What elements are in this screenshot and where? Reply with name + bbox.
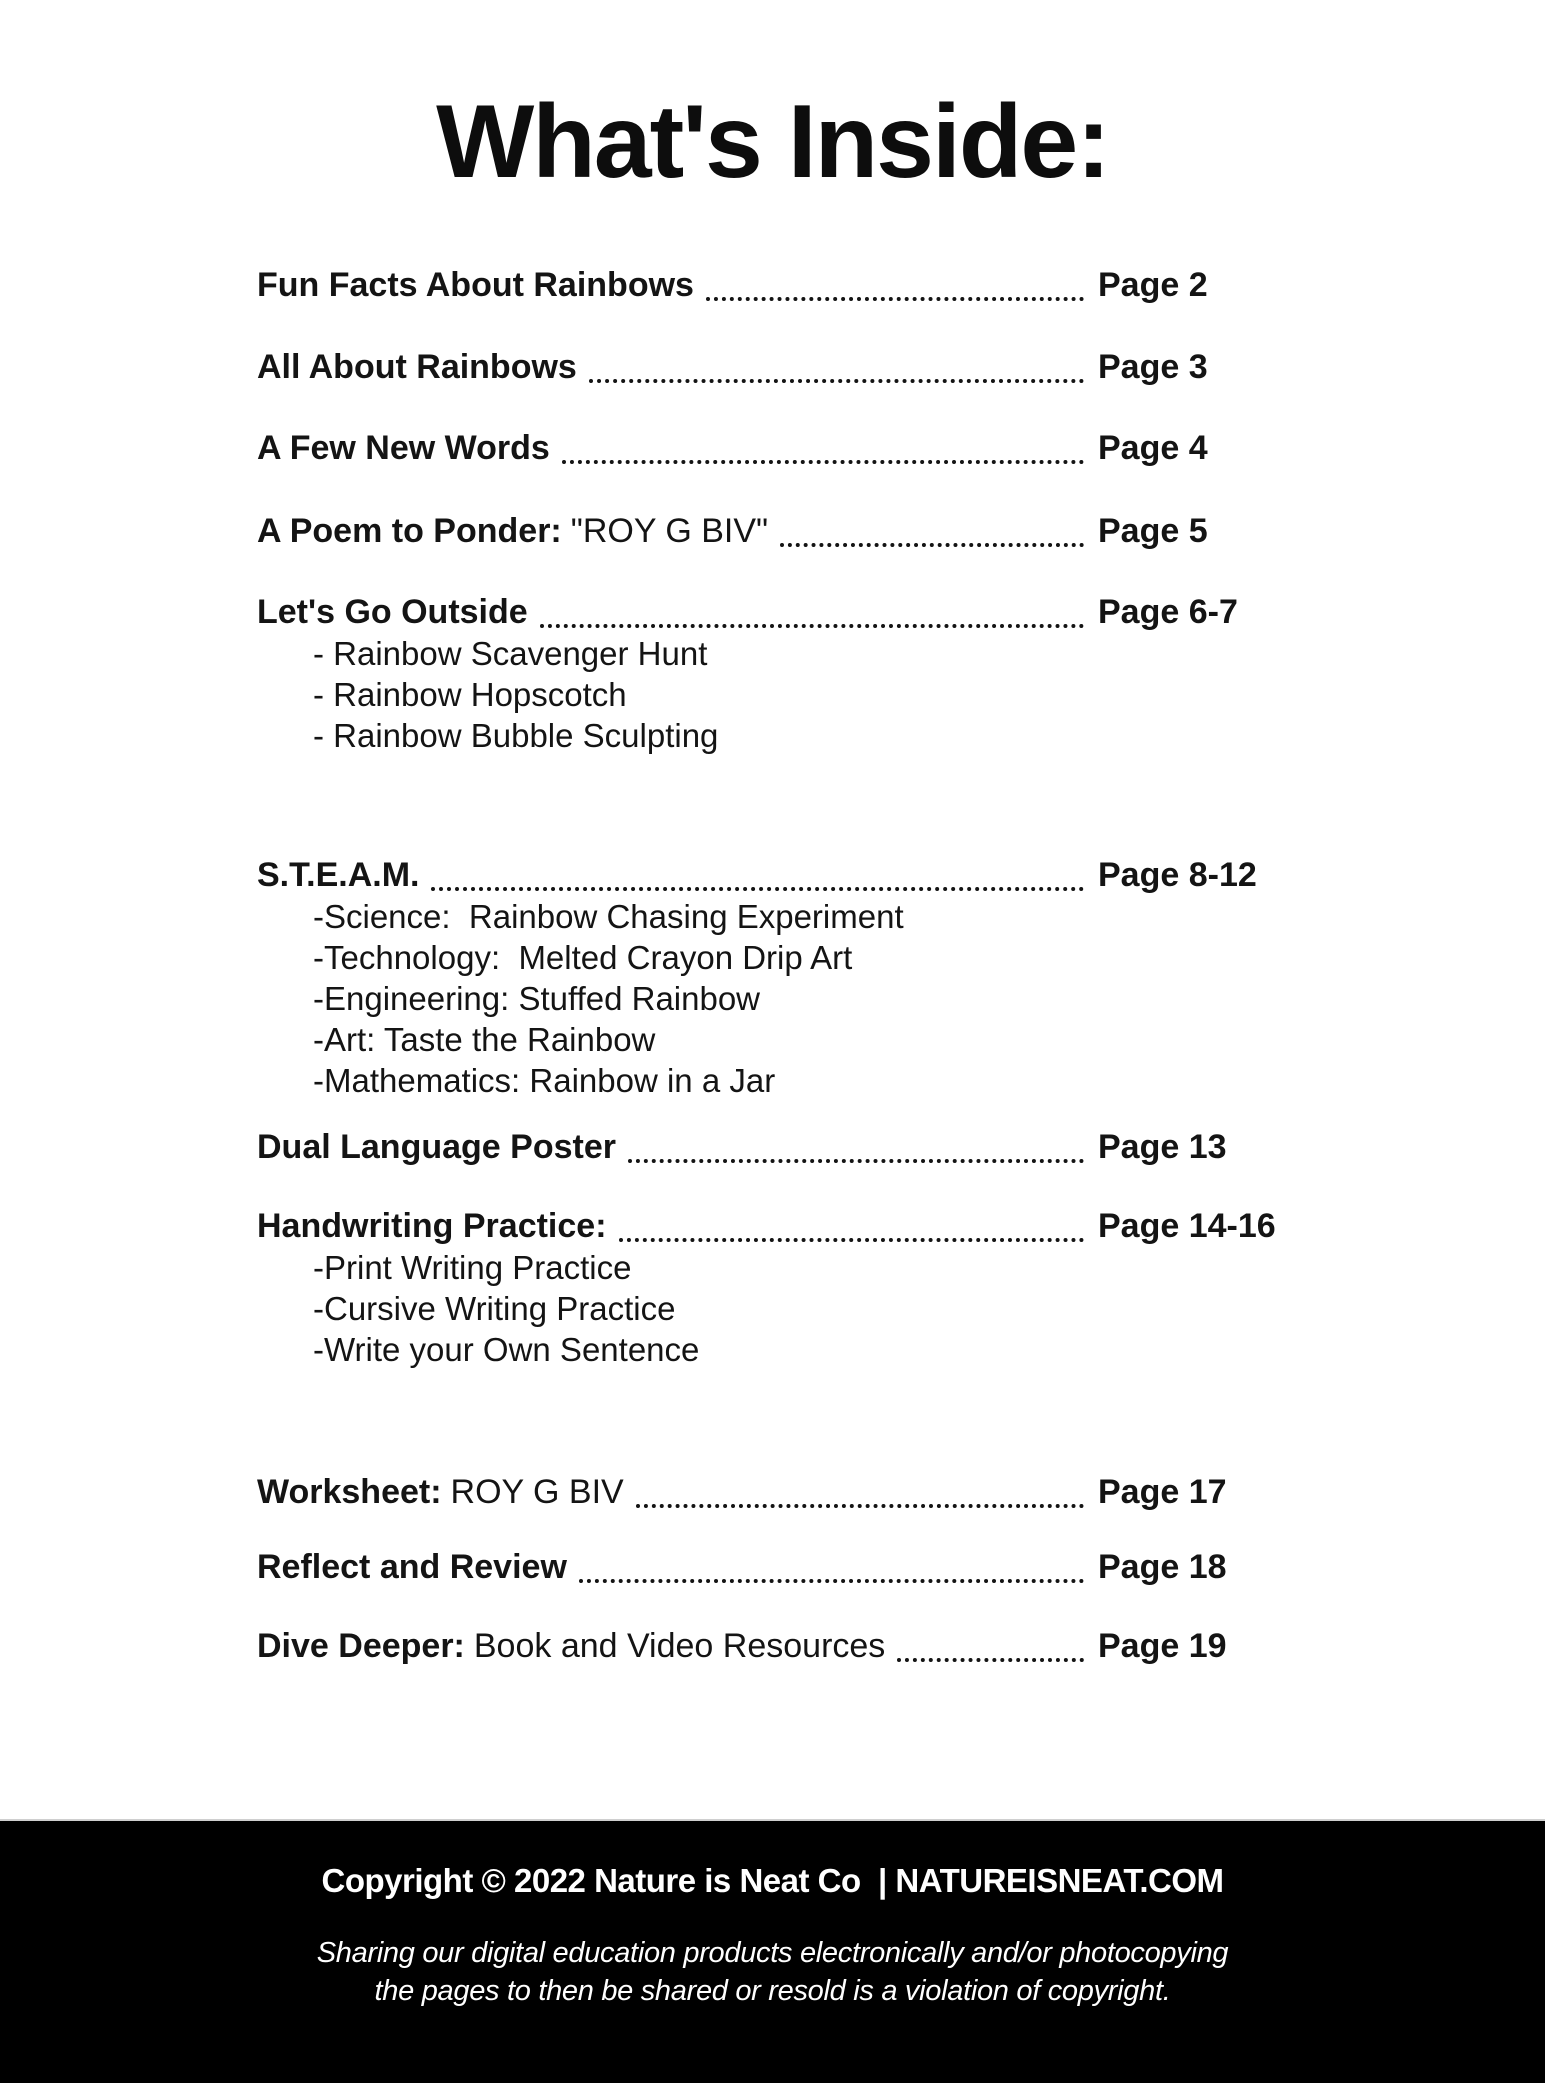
dot-leader [636,1471,1084,1508]
toc-page-number: Page 2 [1098,266,1208,304]
toc-entry-row [257,854,1260,896]
toc-entry-label [257,1471,624,1513]
toc-entry [257,1205,1276,1370]
toc-entry-row [257,346,1260,388]
toc-entry [257,1126,1260,1168]
toc-page-number: Page 13 [1098,1128,1227,1166]
toc-entry-label [257,264,694,306]
toc-subitem: - Rainbow Bubble Sculpting [313,717,719,754]
toc-entry-label [257,854,419,896]
toc-page-number: Page 19 [1098,1627,1227,1665]
toc-page-number: Page 4 [1098,429,1208,467]
dot-leader [579,1546,1084,1583]
dot-leader [619,1205,1084,1242]
toc-entry-row [257,591,1260,633]
toc-entry-label [257,510,768,552]
toc-subitem: - Rainbow Hopscotch [313,676,627,713]
dot-leader [780,510,1084,547]
toc-entry-label-bold: All About Rainbows [257,348,577,386]
toc-entry-row [257,1205,1276,1247]
toc-page-number: Page 8-12 [1098,856,1257,894]
dot-leader [706,264,1084,301]
toc-entry-label [257,346,577,388]
toc-page-number: Page 5 [1098,512,1208,550]
toc-subitems [257,896,1260,1101]
toc-entry [257,427,1260,469]
sharing-notice-line-2: the pages to then be shared or resold is a violation of copyright. [374,1975,1171,2007]
toc-entry [257,510,1260,552]
toc-entry [257,1471,1260,1513]
toc-entry-row [257,510,1260,552]
toc-entry-label-regular: Book and Video Resources [473,1627,886,1665]
toc-entry-label-bold: Handwriting Practice: [257,1207,607,1245]
toc-subitems [257,1247,1260,1370]
toc-entry-row [257,1126,1260,1168]
copyright-line: Copyright © 2022 Nature is Neat Co | NATUREISNEAT.COM [321,1862,1224,1899]
toc-page-number: Page 6-7 [1098,593,1238,631]
toc-entry-label [257,1205,607,1247]
toc-entry-label-bold: A Poem to Ponder: [257,512,562,550]
toc-subitem: -Engineering: Stuffed Rainbow [313,980,761,1017]
toc-entry-row [257,1546,1260,1588]
toc-entry [257,591,1260,756]
toc-entry-label-bold: Worksheet: [257,1473,442,1511]
toc-entry-row [257,1625,1260,1667]
sharing-notice-line-1: Sharing our digital education products electronically and/or photocopying [316,1937,1229,1969]
toc-entry [257,264,1260,306]
toc-entry-label-bold: S.T.E.A.M. [257,856,420,894]
toc-subitem: - Rainbow Scavenger Hunt [313,635,708,672]
table-of-contents [0,264,1276,1667]
dot-leader [562,427,1084,464]
toc-entry-label [257,591,528,633]
toc-entry-row [257,264,1260,306]
toc-entry [257,1546,1260,1588]
toc-page-number: Page 17 [1098,1473,1227,1511]
toc-entry-label [257,1625,885,1667]
toc-entry-row [257,427,1260,469]
toc-subitem: -Cursive Writing Practice [313,1290,676,1327]
toc-entry-label [257,1546,567,1588]
dot-leader [540,591,1084,628]
dot-leader [897,1625,1084,1662]
toc-entry-label-bold: Dive Deeper: [257,1627,465,1665]
toc-entry-label-bold: Let's Go Outside [257,593,528,631]
toc-page-number: Page 3 [1098,348,1208,386]
toc-subitem: -Print Writing Practice [313,1249,632,1286]
toc-subitem: -Technology: Melted Crayon Drip Art [313,939,853,976]
toc-entry-label-bold: Reflect and Review [257,1548,567,1586]
dot-leader [431,854,1084,891]
toc-entry-label-bold: A Few New Words [257,429,550,467]
dot-leader [589,346,1084,383]
toc-entry [257,346,1260,388]
toc-entry-label [257,427,550,469]
toc-entry-label-bold: Dual Language Poster [257,1128,616,1166]
sharing-notice [0,1934,1545,2010]
toc-entry-label-regular: "ROY G BIV" [570,512,769,550]
toc-entry [257,1625,1260,1667]
toc-entry [257,854,1260,1101]
toc-subitem: -Write your Own Sentence [313,1331,700,1368]
toc-subitem: -Science: Rainbow Chasing Experiment [313,898,904,935]
page-title: What's Inside: [436,84,1109,200]
copyright-footer [0,1819,1545,2083]
toc-page-number: Page 18 [1098,1548,1227,1586]
toc-subitems [257,633,1260,756]
toc-subitem: -Mathematics: Rainbow in a Jar [313,1062,776,1099]
toc-entry-label-bold: Fun Facts About Rainbows [257,266,694,304]
dot-leader [628,1126,1084,1163]
toc-entry-row [257,1471,1260,1513]
toc-subitem: -Art: Taste the Rainbow [313,1021,656,1058]
toc-page-number: Page 14-16 [1098,1207,1276,1245]
toc-entry-label-regular: ROY G BIV [450,1473,624,1511]
toc-entry-label [257,1126,616,1168]
